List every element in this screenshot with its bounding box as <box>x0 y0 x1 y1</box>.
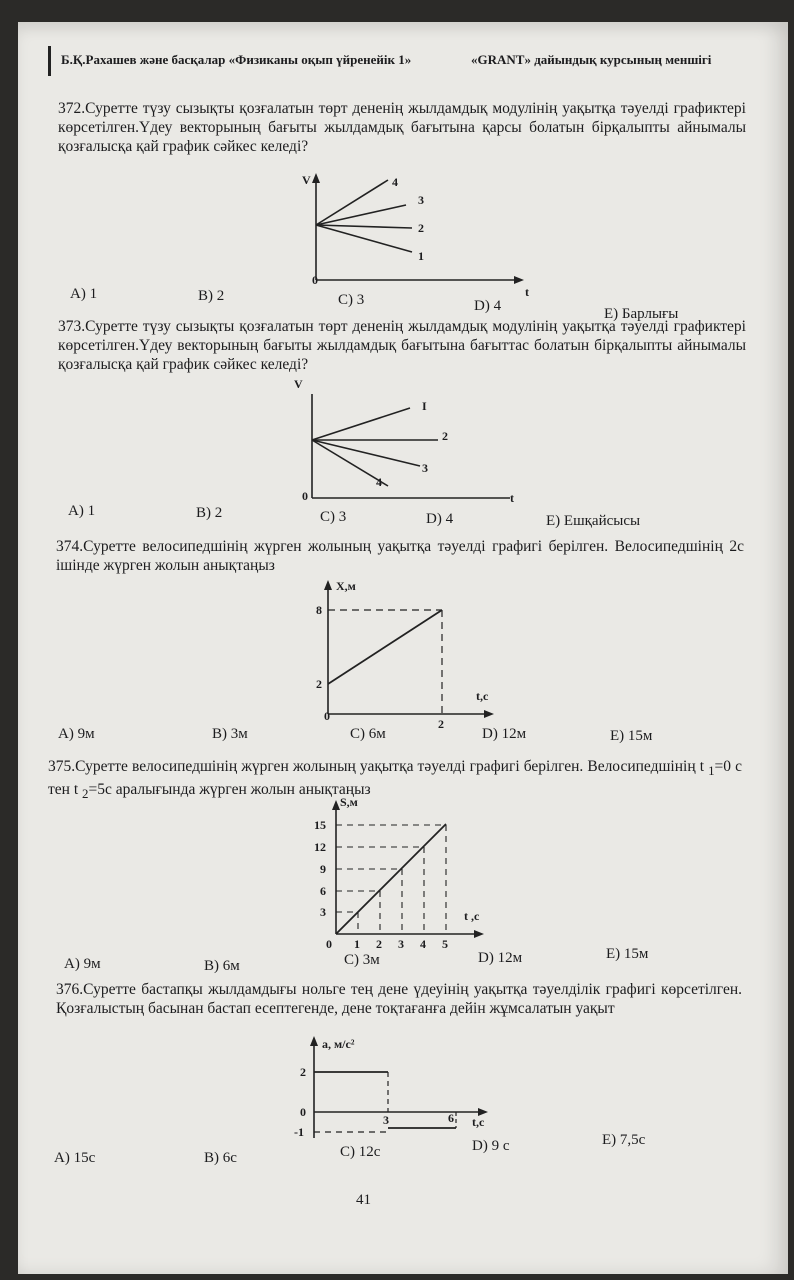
axis-label-t: t,c <box>476 689 489 703</box>
question-number: 372. <box>58 100 86 117</box>
question-text: Суретте велосипедшінің жүрген жолының уақытқа тәуелді графигі берілген. Велосипедшінің 2с ішінде жүрген жолын анықтаңыз <box>56 538 744 574</box>
option-e[interactable]: E) 7,5с <box>602 1132 646 1148</box>
page-header <box>48 46 751 76</box>
line-label-2: 2 <box>418 221 424 235</box>
y-tick-15: 15 <box>314 818 326 832</box>
y-tick-minus-1: -1 <box>294 1125 304 1139</box>
option-e[interactable]: E) Ешқайсысы <box>546 513 641 529</box>
option-a[interactable]: A) 9м <box>58 726 95 742</box>
option-c[interactable]: C) 6м <box>350 726 386 742</box>
y-tick-2: 2 <box>316 677 322 691</box>
x-tick-4: 4 <box>420 937 426 951</box>
y-tick-6: 6 <box>320 884 326 898</box>
option-a[interactable]: A) 1 <box>70 286 98 302</box>
option-e[interactable]: E) Барлығы <box>604 306 679 322</box>
page-number: 41 <box>356 1192 371 1208</box>
option-a[interactable]: A) 9м <box>64 956 101 972</box>
axis-label-t: t,c <box>472 1115 485 1129</box>
option-c[interactable]: C) 12с <box>340 1144 381 1160</box>
axis-label-t: t ,c <box>464 909 480 923</box>
option-a[interactable]: A) 15с <box>54 1150 96 1166</box>
line-label-2: 2 <box>442 429 448 443</box>
graph-373 <box>292 378 532 508</box>
option-d[interactable]: D) 12м <box>478 950 523 966</box>
question-number: 375. <box>48 758 76 775</box>
y-tick-9: 9 <box>320 862 326 876</box>
x-tick-5: 5 <box>442 937 448 951</box>
question-text: Суретте түзу сызықты қозғалатын төрт дененің жылдамдық модулінің уақытқа тәуелді графиктері көрсетілген.Үдеу векторының бағыты жылдамдық бағытына қарсы болатын бірқалыпты айнымалы қозғалысқа қай график сәйкес келеді? <box>58 100 746 155</box>
origin-label: 0 <box>312 273 318 287</box>
x-tick-3: 3 <box>383 1113 389 1127</box>
question-text-pre: Суретте велосипедшінің жүрген жолының уақытқа тәуелді графигі берілген. Велосипедшінің t <box>75 758 709 775</box>
subscript-1: 1 <box>708 763 715 779</box>
x-tick-1: 1 <box>354 937 360 951</box>
graph-372 <box>300 170 540 300</box>
option-d[interactable]: D) 4 <box>474 298 502 314</box>
option-a[interactable]: A) 1 <box>68 503 96 519</box>
graph-376 <box>290 1034 520 1144</box>
options-372 <box>0 286 794 322</box>
graph-374 <box>306 576 516 731</box>
y-tick-12: 12 <box>314 840 326 854</box>
option-d[interactable]: D) 4 <box>426 511 454 527</box>
question-number: 374. <box>56 538 84 555</box>
option-b[interactable]: B) 3м <box>212 726 248 742</box>
line-label-1: I <box>422 399 427 413</box>
y-tick-3: 3 <box>320 905 326 919</box>
origin-label: 0 <box>302 489 308 503</box>
axis-label-x: X,м <box>336 579 356 593</box>
option-c[interactable]: C) 3 <box>338 292 365 308</box>
x-tick-6: 6 <box>448 1111 454 1125</box>
origin-label: 0 <box>324 709 330 723</box>
y-tick-8: 8 <box>316 603 322 617</box>
option-d[interactable]: D) 12м <box>482 726 527 742</box>
line-label-3: 3 <box>418 193 424 207</box>
axis-label-s: S,м <box>340 795 358 809</box>
question-text: Суретте бастапқы жылдамдығы нольге тең дене үдеуінің уақытқа тәуелділік графигі көрсетілген. Қозғалыстың басынан бастап есептегенде, дене тоқтағанға дейін жұмсалатын уақыт <box>56 981 742 1017</box>
axis-label-v: V <box>302 173 311 187</box>
header-left: Б.Қ.Рахашев және басқалар «Физиканы оқып үйренейік 1» <box>61 52 412 67</box>
graph-375 <box>306 796 506 954</box>
axis-label-a: a, м/с² <box>322 1037 355 1051</box>
question-number: 376. <box>56 981 84 998</box>
option-e[interactable]: E) 15м <box>606 946 649 962</box>
option-d[interactable]: D) 9 с <box>472 1138 510 1154</box>
options-376 <box>0 1132 794 1166</box>
line-label-4: 4 <box>376 475 382 489</box>
line-label-4: 4 <box>392 175 398 189</box>
option-b[interactable]: B) 6с <box>204 1150 237 1166</box>
question-374 <box>56 537 744 575</box>
header-right: «GRANT» дайындық курсының меншігі <box>471 52 712 67</box>
origin-label: 0 <box>326 937 332 951</box>
x-tick-2: 2 <box>376 937 382 951</box>
x-tick-2: 2 <box>438 717 444 731</box>
question-372 <box>58 99 746 156</box>
question-text: Суретте түзу сызықты қозғалатын төрт дененің жылдамдық модулінің уақытқа тәуелді графиктері көрсетілген.Үдеу векторының бағыты жылдамдық бағытына бағыттас болатын бірқалыпты айнымалы қозғалысқа қай график сәйкес келеді? <box>58 318 746 373</box>
option-b[interactable]: B) 2 <box>196 505 223 521</box>
option-e[interactable]: E) 15м <box>610 728 653 744</box>
line-label-1: 1 <box>418 249 424 263</box>
x-tick-3: 3 <box>398 937 404 951</box>
question-376 <box>56 980 742 1018</box>
question-text-mid: =0 с тен t <box>48 758 743 799</box>
subscript-2: 2 <box>82 786 89 802</box>
axis-label-t: t <box>510 491 514 505</box>
option-c[interactable]: C) 3м <box>344 952 380 968</box>
options-374 <box>0 726 794 750</box>
axis-label-t: t <box>525 285 529 299</box>
option-c[interactable]: C) 3 <box>320 509 347 525</box>
question-373 <box>58 317 746 374</box>
question-text-post: =5с аралығында жүрген жолын анықтаңыз <box>88 781 371 799</box>
origin-label: 0 <box>300 1105 306 1119</box>
options-373 <box>0 503 794 527</box>
option-b[interactable]: B) 6м <box>204 958 240 974</box>
line-label-3: 3 <box>422 461 428 475</box>
option-b[interactable]: B) 2 <box>198 288 225 304</box>
axis-label-v: V <box>294 377 303 391</box>
options-375 <box>0 946 794 974</box>
question-number: 373. <box>58 318 86 335</box>
y-tick-2: 2 <box>300 1065 306 1079</box>
